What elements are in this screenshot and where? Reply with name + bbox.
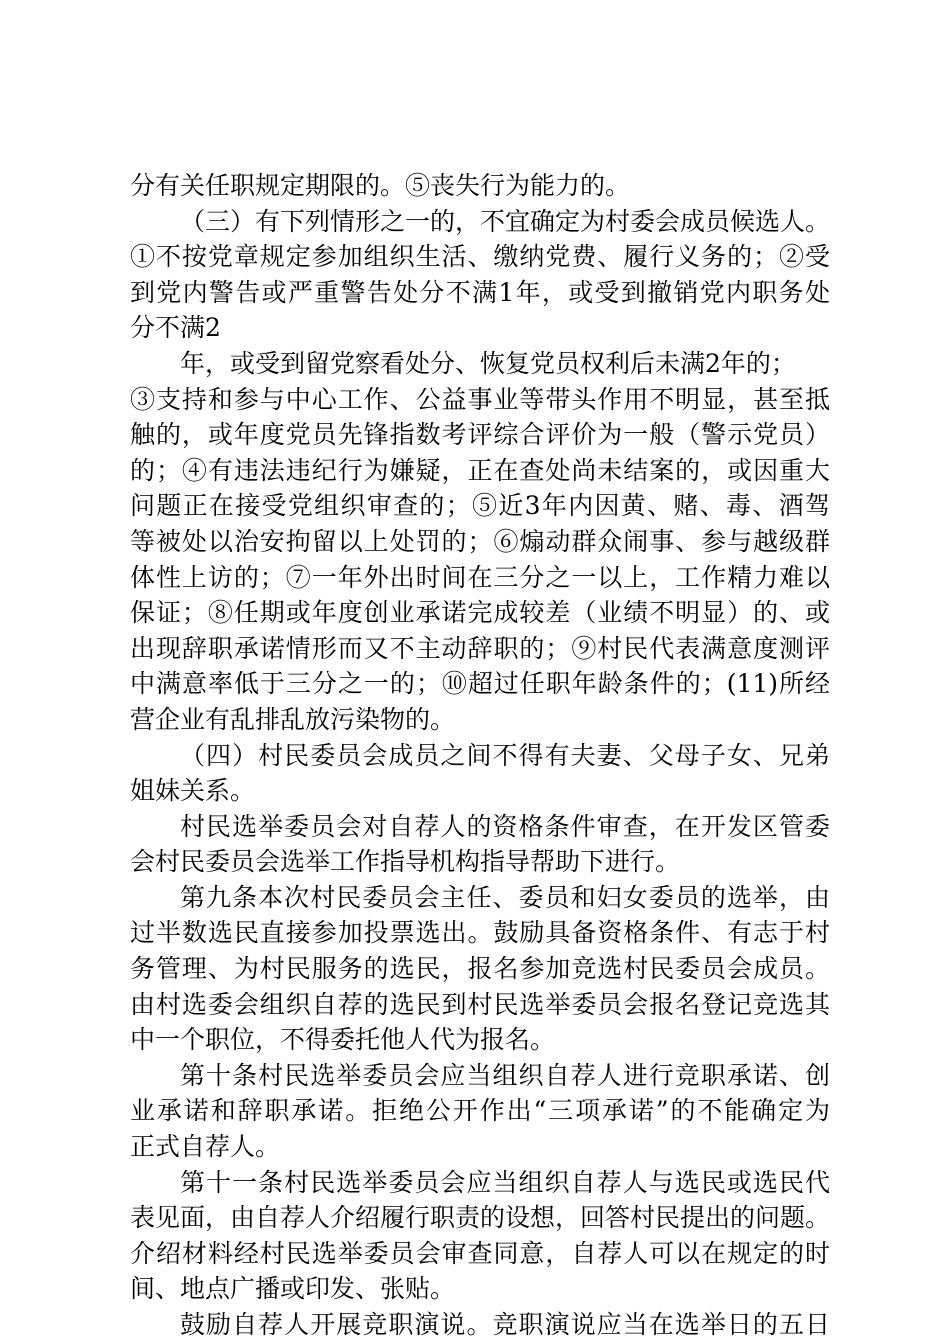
text-line: 第九条本次村民委员会主任、委员和妇女委员的选举，由 [180,882,830,912]
text-line: 会村民委员会选举工作指导机构指导帮助下进行。 [130,847,681,877]
text-line: 姐妹关系。 [130,776,256,806]
text-line: 分有关任职规定期限的。⑤丧失行为能力的。 [130,171,631,200]
text-line: 触的，或年度党员先锋指数考评综合评价为一般（警示党员） [130,420,830,450]
text-line: 分不满2 [130,313,221,343]
text-line: （四）村民委员会成员之间不得有夫妻、父母子女、兄弟 [180,740,830,770]
text-line: ③支持和参与中心工作、公益事业等带头作用不明显，甚至抵 [130,384,830,414]
text-line: 由村选委会组织自荐的选民到村民选举委员会报名登记竞选其 [130,989,830,1019]
text-line: 中满意率低于三分之一的；⑩超过任职年龄条件的；(11)所经 [130,669,830,699]
text-line: 问题正在接受党组织审查的；⑤近3年内因黄、赌、毒、酒驾 [130,491,830,521]
text-line: 营企业有乱排乱放污染物的。 [130,704,456,734]
text-line: 过半数选民直接参加投票选出。鼓励具备资格条件、有志于村 [130,918,830,948]
text-line: 表见面，由自荐人介绍履行职责的设想，回答村民提出的问题。 [130,1203,831,1233]
text-line: 业承诺和辞职承诺。拒绝公开作出“三项承诺”的不能确定为 [130,1096,830,1126]
text-line: 的；④有违法违纪行为嫌疑，正在查处尚未结案的，或因重大 [130,455,830,485]
text-line: 等被处以治安拘留以上处罚的；⑥煽动群众闹事、参与越级群 [130,526,830,556]
text-line: 正式自荐人。 [130,1132,281,1162]
text-line: （三）有下列情形之一的，不宜确定为村委会成员候选人。 [180,206,831,236]
text-line: 到党内警告或严重警告处分不满1年，或受到撤销党内职务处 [130,277,830,307]
text-line: 保证；⑧任期或年度创业承诺完成较差（业绩不明显）的、或 [130,598,830,628]
text-line: 中一个职位，不得委托他人代为报名。 [130,1025,556,1055]
text-line: 务管理、为村民服务的选民，报名参加竞选村民委员会成员。 [130,954,830,984]
text-line: 第十条村民选举委员会应当组织自荐人进行竞职承诺、创 [180,1060,830,1090]
text-line: 年，或受到留党察看处分、恢复党员权利后未满2年的； [180,348,796,378]
text-line: 鼓励自荐人开展竞职演说。竞职演说应当在选举日的五日 [180,1310,830,1339]
text-line: 出现辞职承诺情形而又不主动辞职的；⑨村民代表满意度测评 [130,633,830,663]
text-line: 第十一条村民选举委员会应当组织自荐人与选民或选民代 [180,1167,830,1197]
document-body [130,168,830,1343]
text-line: 间、地点广播或印发、张贴。 [130,1274,456,1304]
text-line: 村民选举委员会对自荐人的资格条件审查，在开发区管委 [180,811,830,841]
text-line: 体性上访的；⑦一年外出时间在三分之一以上，工作精力难以 [130,562,830,592]
text-line: 介绍材料经村民选举委员会审查同意，自荐人可以在规定的时 [130,1238,830,1268]
text-line: ①不按党章规定参加组织生活、缴纳党费、履行义务的；②受 [130,242,830,272]
